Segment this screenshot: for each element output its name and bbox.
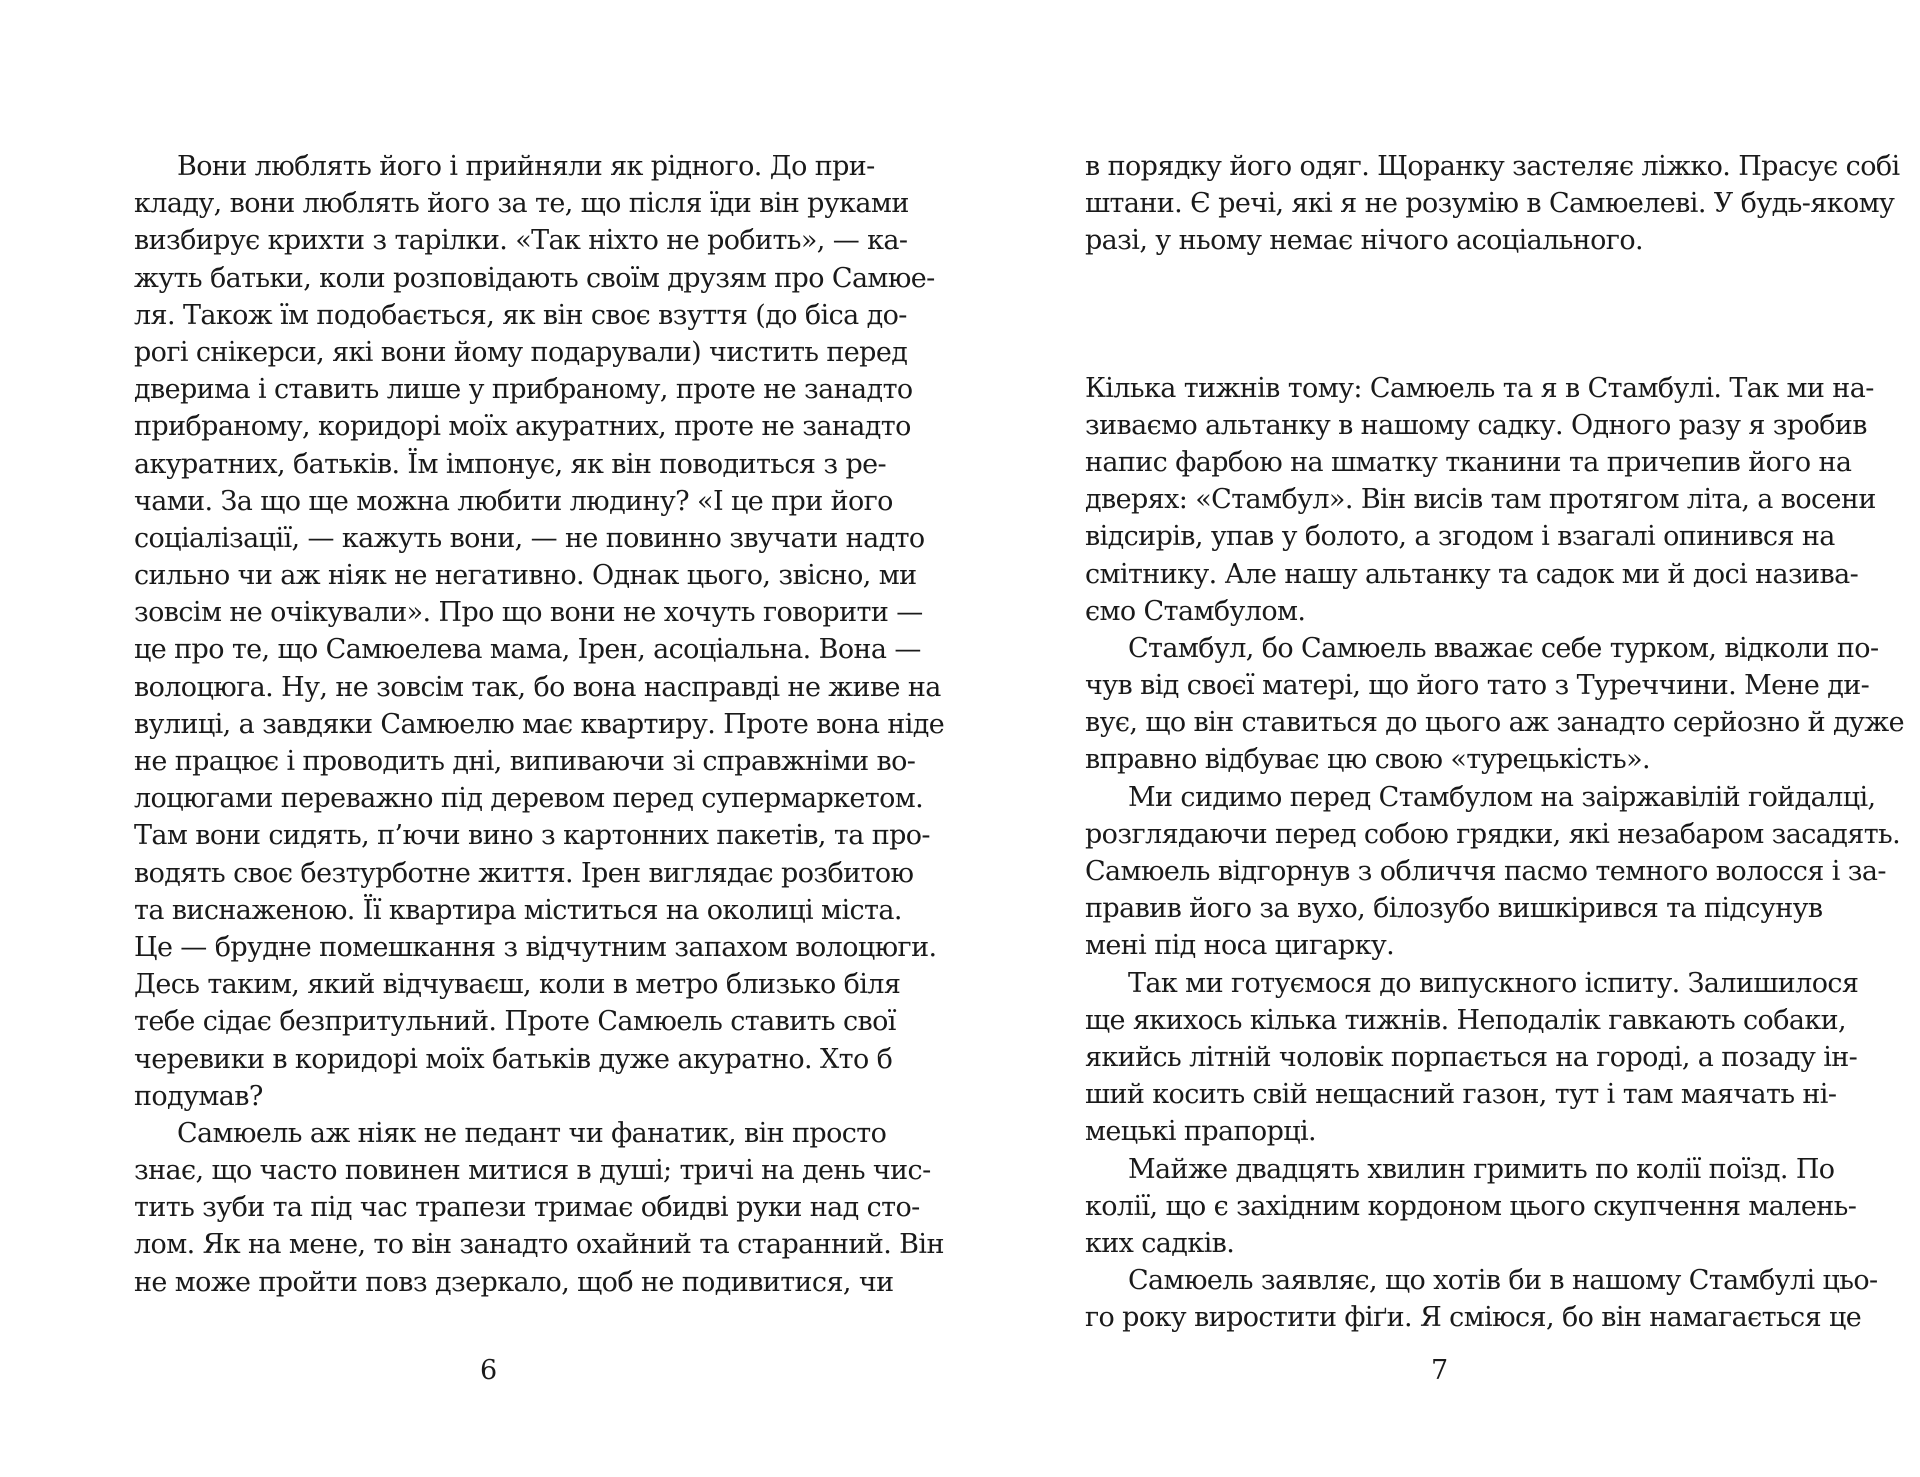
right-page [960,0,1920,1477]
text-line: Ми сидимо перед Стамбулом на заіржавілій гойдалці, [1128,781,1876,813]
text-line: кладу, вони люблять його за те, що після їди він руками [134,188,909,220]
text-line: дверях: «Стамбул». Він висів там протягом літа, а восени [1085,484,1876,516]
paragraph [1085,1262,1878,1336]
text-line: ємо Стамбулом. [1085,595,1306,627]
text-line: Кілька тижнів тому: Самюель та я в Стамбулі. Так ми на- [1085,372,1874,404]
text-line: не може пройти повз дзеркало, щоб не подивитися, чи [134,1266,894,1298]
paragraph [1085,965,1859,1151]
text-line: Так ми готуємося до випускного іспиту. Залишилося [1128,967,1859,999]
text-line: волоцюга. Ну, не зовсім так, бо вона насправді не живе на [134,671,941,703]
text-line: смітнику. Але нашу альтанку та садок ми й досі назива- [1085,558,1859,590]
text-line: в порядку його одяг. Щоранку застеляє ліжко. Прасує собі [1085,151,1900,182]
text-line: ких садків. [1085,1227,1235,1259]
text-line: зиваємо альтанку в нашому садку. Одного разу я зробив [1085,409,1867,441]
text-line: лоцюгами переважно під деревом перед супермаркетом. [134,783,924,815]
text-line: чув від своєї матері, що його тато з Туреччини. Мене ди- [1085,670,1870,702]
text-line: Десь таким, який відчуваєш, коли в метро близько біля [134,969,901,1001]
text-line: напис фарбою на шматку тканини та причепив його на [1085,446,1852,478]
text-line: зовсім не очікували». Про що вони не хочуть говорити — [134,597,923,629]
text-line: Самюель заявляє, що хотів би в нашому Стамбулі цьо- [1128,1265,1878,1297]
paragraph [1085,1151,1857,1263]
left-page-text [134,148,945,1301]
paragraph [1085,370,1876,630]
text-line: ля. Також їм подобається, як він своє взуття (до біса до- [134,299,907,331]
text-line: ший косить свій нещасний газон, тут і там маячать ні- [1085,1079,1837,1111]
text-line: Стамбул, бо Самюель вважає себе турком, відколи по- [1128,632,1879,664]
text-line: Це — брудне помешкання з відчутним запахом волоцюги. [134,931,937,963]
text-line: жуть батьки, коли розповідають своїм друзям про Самюе- [134,262,935,294]
text-line: мені під носа цигарку. [1085,930,1395,962]
page-number-left: 6 [480,1355,498,1386]
page-number-right: 7 [1431,1355,1449,1386]
text-line: тебе сідає безпритульний. Проте Самюель ставить свої [134,1006,896,1038]
text-line: та виснаженою. Її квартира міститься на околиці міста. [134,894,902,926]
text-line: Там вони сидять, п’ючи вино з картонних пакетів, та про- [134,820,930,852]
text-line: чами. За що ще можна любити людину? «І це при його [134,485,893,517]
paragraph [1085,630,1904,779]
text-line: соціалізації, — кажуть вони, — не повинно звучати надто [134,522,925,554]
text-line: вує, що він ставиться до цього аж занадто серйозно й дуже [1085,707,1904,739]
text-line: Самюель аж ніяк не педант чи фанатик, він просто [177,1117,887,1149]
text-line: прибраному, коридорі моїх акуратних, проте не занадто [134,411,911,443]
text-line: тить зуби та під час трапези тримає обидві руки над сто- [134,1192,920,1224]
paragraph [134,148,945,1115]
text-line: Вони люблять його і прийняли як рідного. До при- [177,151,875,182]
text-line: черевики в коридорі моїх батьків дуже акуратно. Хто б [134,1043,893,1075]
text-line: Самюель відгорнув з обличчя пасмо темного волосся і за- [1085,856,1886,887]
text-line: штани. Є речі, які я не розумію в Самюелеві. У будь-якому [1085,188,1895,220]
text-line: розглядаючи перед собою грядки, які незабаром засадять. [1085,818,1901,850]
text-line: знає, що часто повинен митися в душі; тричі на день чис- [134,1155,931,1187]
text-line: го року виростити фіґи. Я сміюся, бо він намагається це [1085,1302,1862,1334]
text-line: лом. Як на мене, то він занадто охайний та старанний. Він [134,1229,944,1261]
text-line: мецькі прапорці. [1085,1116,1317,1148]
text-line: Майже двадцять хвилин гримить по колії поїзд. По [1128,1153,1835,1185]
text-line: визбирує крихти з тарілки. «Так ніхто не робить», — ка- [134,225,908,257]
text-line: правив його за вухо, білозубо вишкірився та підсунув [1085,893,1823,925]
text-line: відсирів, упав у болото, а згодом і взагалі опинився на [1085,521,1835,553]
paragraph [134,1115,944,1301]
text-line: разі, у ньому немає нічого асоціального. [1085,225,1643,257]
text-line: вулиці, а завдяки Самюелю має квартиру. Проте вона ніде [134,708,945,740]
paragraph [1085,779,1901,965]
text-line: сильно чи аж ніяк не негативно. Однак цього, звісно, ми [134,560,917,592]
text-line: якийсь літній чоловік порпається на городі, а позаду ін- [1085,1041,1858,1073]
text-line: дверима і ставить лише у прибраному, проте не занадто [134,374,913,406]
text-line: подумав? [134,1080,263,1112]
text-line: акуратних, батьків. Їм імпонує, як він поводиться з ре- [134,448,887,480]
text-line: це про те, що Самюелева мама, Ірен, асоціальна. Вона — [134,634,921,666]
paragraph-continuation [1085,148,1900,260]
text-line: вправно відбуває цю свою «турецькість». [1085,744,1650,776]
text-line: водять своє безтурботне життя. Ірен виглядає розбитою [134,857,914,889]
text-line: не працює і проводить дні, випиваючи зі справжніми во- [134,746,916,777]
text-line: рогі снікерси, які вони йому подарували) чистить перед [134,336,908,368]
text-line: ще якихось кілька тижнів. Неподалік гавкають собаки, [1085,1004,1847,1036]
text-line: колії, що є західним кордоном цього скупчення малень- [1085,1190,1857,1222]
right-page-text [1085,148,1904,1336]
section-break [1085,260,1803,370]
